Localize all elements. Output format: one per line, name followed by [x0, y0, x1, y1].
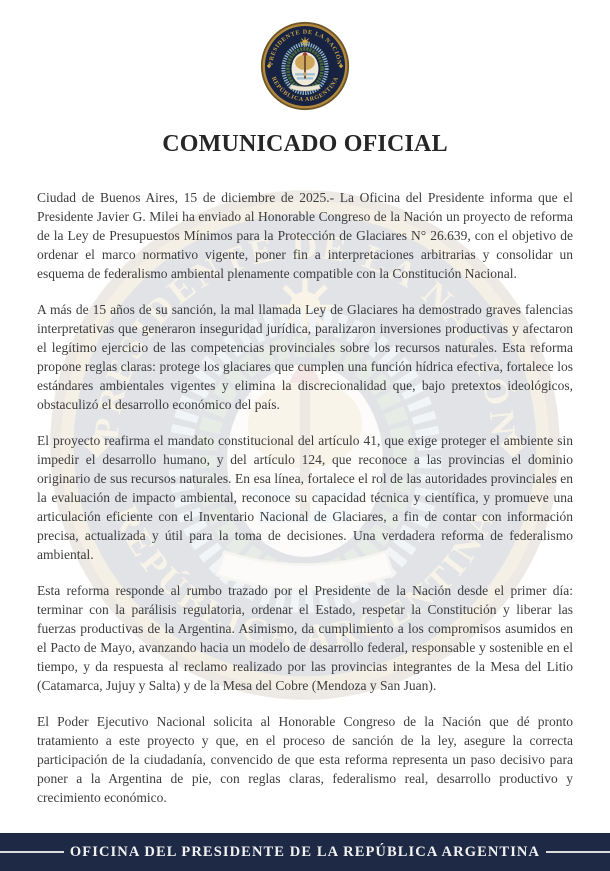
footer-title: OFICINA DEL PRESIDENTE DE LA REPÚBLICA ARGENTINA: [69, 843, 541, 860]
communique-body: [37, 188, 573, 824]
page-title: COMUNICADO OFICIAL: [162, 131, 448, 157]
paragraph-2: A más de 15 años de su sanción, la mal llamada Ley de Glaciares ha demostrado graves falencias interpretativas que generaron inseguridad jurídica, paralizaron inversiones productivas y afectaron el legítimo ejercicio de las competencias provinciales sobre los recursos naturales. Esta reforma propone reglas claras: protege los glaciares que cumplen una función hídrica efectiva, fortalece los estándares ambientales vigentes y elimina la discrecionalidad que, bajo pretextos ideológicos, obstaculizó el desarrollo económico del país.: [37, 302, 573, 412]
paragraph-1: Ciudad de Buenos Aires, 15 de diciembre de 2025.- La Oficina del Presidente informa que el Presidente Javier G. Milei ha enviado al Honorable Congreso de la Nación un proyecto de reforma de la Ley de Presupuestos Mínimos para la Protección de Glaciares N° 26.639, con el objetivo de ordenar el marco normativo vigente, poner fin a interpretaciones arbitrarias y consolidar un esquema de federalismo ambiental plenamente compatible con la Constitución Nacional.: [37, 190, 573, 281]
footer-bar: [0, 833, 610, 871]
presidential-seal-icon: [260, 21, 350, 111]
footer-right-rule: [546, 851, 610, 853]
paragraph-5: El Poder Ejecutivo Nacional solicita al Honorable Congreso de la Nación que dé pronto tratamiento a este proyecto y que, en el proceso de sanción de la ley, asegure la correcta participación de la ciudadanía, convencido de que esta reforma representa un paso decisivo para poner a la Argentina de pie, con reglas claras, federalismo real, desarrollo productivo y crecimiento económico.: [37, 714, 573, 805]
paragraph-3: El proyecto reafirma el mandato constitucional del artículo 41, que exige proteger el ambiente sin impedir el desarrollo humano, y del artículo 124, que reconoce a las provincias el dominio originario de sus recursos naturales. En esa línea, fortalece el rol de las autoridades provinciales en la evaluación de impacto ambiental, reconoce su capacidad técnica y científica, y promueve una articulación eficiente con el Inventario Nacional de Glaciares, a fin de contar con información precisa, actualizada y útil para la toma de decisiones. Una verdadera reforma de federalismo ambiental.: [37, 433, 573, 562]
footer-left-rule: [0, 851, 64, 853]
paragraph-4: Esta reforma responde al rumbo trazado por el Presidente de la Nación desde el primer día: terminar con la parálisis regulatoria, ordenar el Estado, respetar la Constitución y liberar las fuerzas productivas de la Argentina. Asimismo, da cumplimiento a los compromisos asumidos en el Pacto de Mayo, avanzando hacia un modelo de desarrollo federal, responsable y sostenible en el tiempo, y da respuesta al reclamo realizado por las provincias integrantes de la Mesa del Litio (Catamarca, Jujuy y Salta) y de la Mesa del Cobre (Mendoza y San Juan).: [37, 583, 573, 693]
